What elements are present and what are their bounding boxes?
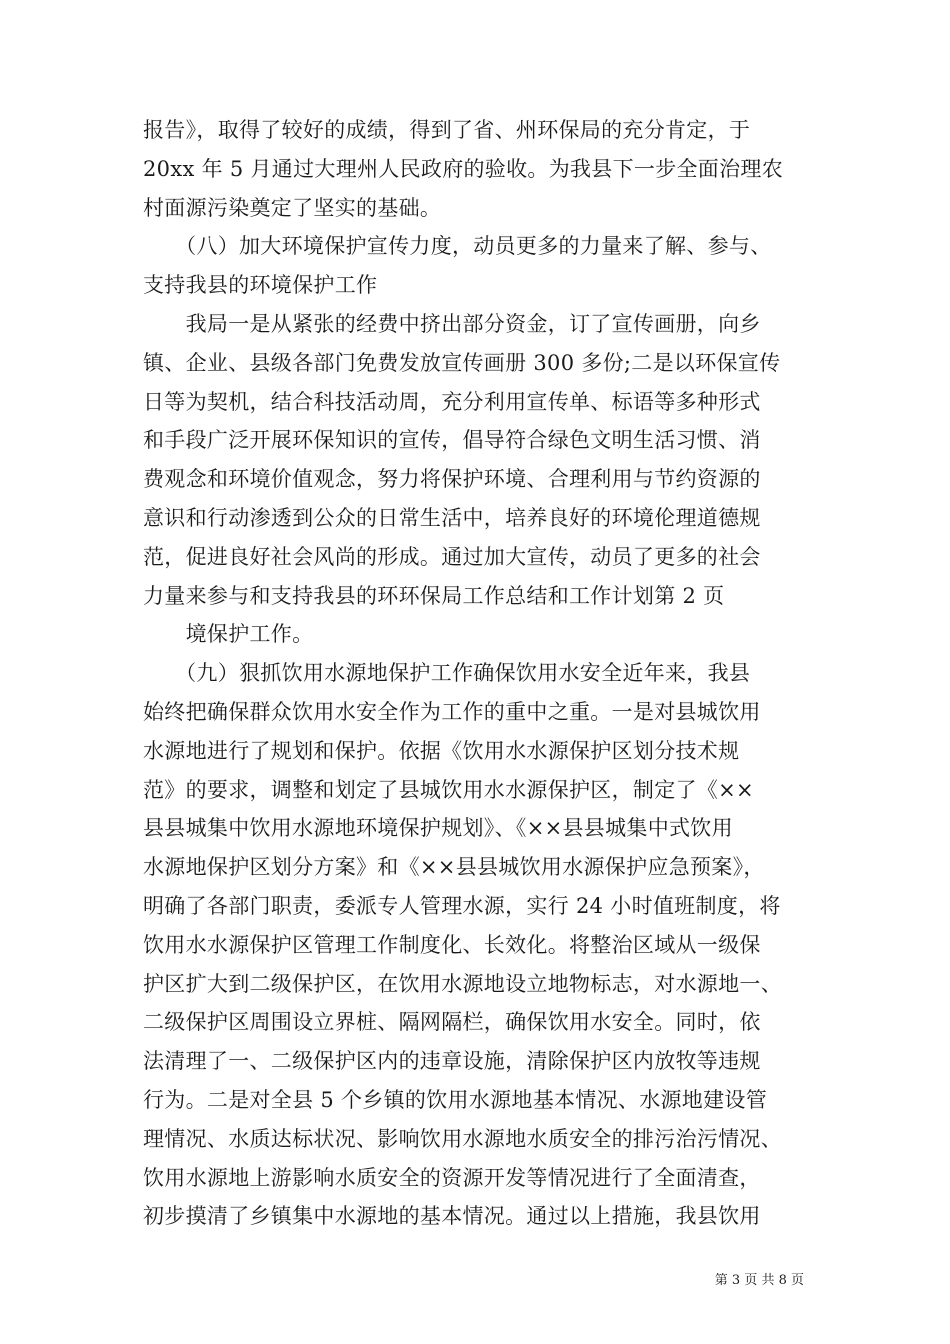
text-line: 日等为契机，结合科技活动周，充分利用宣传单、标语等多种形式 xyxy=(143,389,761,414)
text-line: 意识和行动渗透到公众的日常生活中，培养良好的环境伦理道德规 xyxy=(143,506,761,530)
text-line: 村面源污染奠定了坚实的基础。 xyxy=(143,195,442,220)
text-line: 饮用水水源保护区管理工作制度化、长效化。将整治区域从一级保 xyxy=(143,932,761,957)
text-line: 范，促进良好社会风尚的形成。通过加大宣传，动员了更多的社会 xyxy=(143,544,761,569)
text-line: 和手段广泛开展环保知识的宣传，倡导符合绿色文明生活习惯、消 xyxy=(143,428,761,453)
text-line: 水源地保护区划分方案》和《××县县城饮用水源保护应急预案》， xyxy=(143,855,765,880)
text-line: 行为。二是对全县 5 个乡镇的饮用水源地基本情况、水源地建设管 xyxy=(143,1088,768,1112)
text-line: 饮用水源地上游影响水质安全的资源开发等情况进行了全面清查， xyxy=(143,1165,761,1190)
text-line: 支持我县的环境保护工作 xyxy=(143,273,378,298)
page-footer: 第 3 页 共 8 页 xyxy=(714,1273,804,1288)
text-line: 明确了各部门职责，委派专人管理水源，实行 24 小时值班制度，将 xyxy=(143,894,781,918)
text-line: 报告》，取得了较好的成绩，得到了省、州环保局的充分肯定，于 xyxy=(143,118,751,142)
text-line: （八）加大环境保护宣传力度，动员更多的力量来了解、参与、 xyxy=(143,234,772,259)
text-line: 护区扩大到二级保护区，在饮用水源地设立地物标志，对水源地一、 xyxy=(143,971,782,996)
text-line: 我局一是从紧张的经费中挤出部分资金，订了宣传画册，向乡 xyxy=(143,312,761,336)
text-line: 理情况、水质达标状况、影响饮用水源地水质安全的排污治污情况、 xyxy=(143,1126,782,1151)
text-line: （九）狠抓饮用水源地保护工作确保饮用水安全近年来，我县 xyxy=(143,661,751,686)
text-line: 始终把确保群众饮用水安全作为工作的重中之重。一是对县城饮用 xyxy=(143,700,761,724)
text-line: 法清理了一、二级保护区内的违章设施，清除保护区内放牧等违规 xyxy=(143,1049,761,1074)
text-line: 镇、企业、县级各部门免费发放宣传画册 300 多份;二是以环保宣传 xyxy=(143,350,781,375)
text-line: 初步摸清了乡镇集中水源地的基本情况。通过以上措施，我县饮用 xyxy=(143,1204,761,1229)
text-line: 费观念和环境价值观念，努力将保护环境、合理利用与节约资源的 xyxy=(143,467,761,492)
text-line: 范》的要求，调整和划定了县城饮用水水源保护区，制定了《×× xyxy=(143,777,754,802)
text-line: 二级保护区周围设立界桩、隔网隔栏，确保饮用水安全。同时，依 xyxy=(143,1010,761,1035)
text-line: 境保护工作。 xyxy=(143,622,314,647)
text-line: 县县城集中饮用水源地环境保护规划》、《××县县城集中式饮用 xyxy=(143,816,733,841)
text-line: 水源地进行了规划和保护。依据《饮用水水源保护区划分技术规 xyxy=(143,738,740,763)
text-line: 力量来参与和支持我县的环环保局工作总结和工作计划第 2 页 xyxy=(143,583,725,608)
text-line: 20xx 年 5 月通过大理州人民政府的验收。为我县下一步全面治理农 xyxy=(143,156,783,181)
